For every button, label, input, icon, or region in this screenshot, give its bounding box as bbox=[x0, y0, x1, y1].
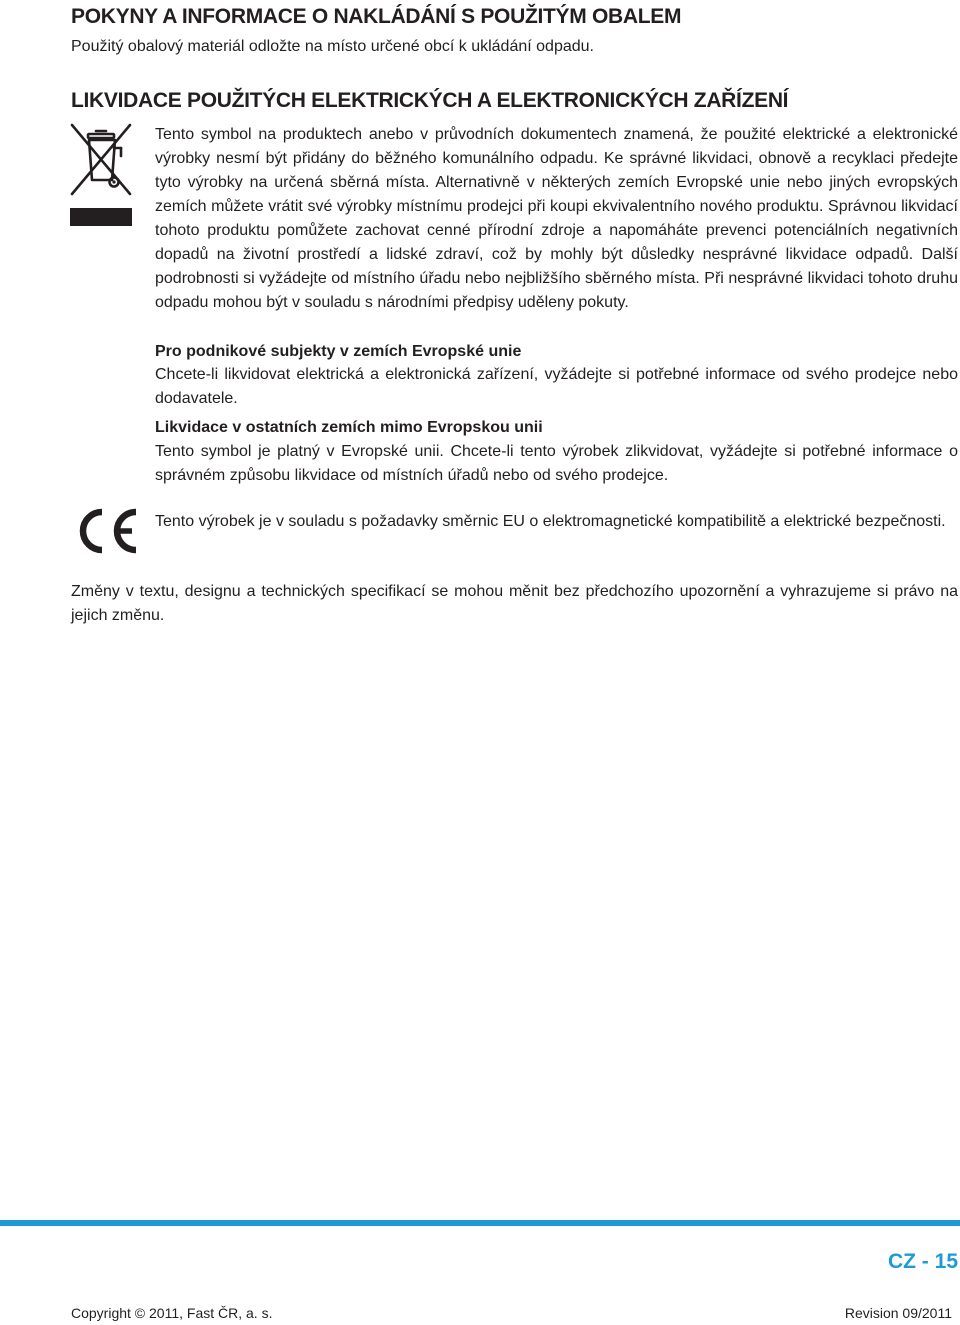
outside-eu-heading: Likvidace v ostatních zemích mimo Evropskou unii bbox=[155, 419, 543, 436]
packaging-heading: POKYNY A INFORMACE O NAKLÁDÁNÍ S POUŽITÝM OBALEM bbox=[71, 5, 682, 28]
packaging-text: Použitý obalový materiál odložte na místo určené obcí k ukládání odpadu. bbox=[71, 38, 594, 55]
disposal-heading: LIKVIDACE POUŽITÝCH ELEKTRICKÝCH A ELEKTRONICKÝCH ZAŘÍZENÍ bbox=[71, 89, 789, 112]
revision-value: 09/2011 bbox=[902, 1305, 952, 1321]
revision-info bbox=[845, 1304, 952, 1322]
disposal-text: Tento symbol na produktech anebo v průvodních dokumentech znamená, že použité elektrické a elektronické výrobky nesmí být přidány do běžného komunálního odpadu. Ke správné likvidaci, obnově a recyklaci předejte tyto výrobky na určená sběrná místa. Alternativně v některých zemích Evropské unie nebo jiných evropských zemích můžete vrátit své výrobky místnímu prodejci při koupi ekvivalentního nového produktu. Správnou likvidací tohoto produktu pomůžete zachovat cenné přírodní zdroje a napomáháte prevenci potenciálních negativních dopadů na životní prostředí a lidské zdraví, což by mohly být důsledky nesprávné likvidace odpadů. Další podrobnosti si vyžádejte od místního úřadu nebo nejbližšího sběrného místa. Při nesprávné likvidaci tohoto druhu odpadu mohou být v souladu s národními předpisy uděleny pokuty. bbox=[155, 126, 958, 311]
ce-text: Tento výrobek je v souladu s požadavky směrnic EU o elektromagnetické kompatibilitě a elektrické bezpečnosti. bbox=[155, 513, 946, 530]
copyright-text: Copyright © 2011, Fast ČR, a. s. bbox=[71, 1305, 273, 1321]
revision-label: Revision bbox=[844, 1305, 899, 1321]
footer-rule bbox=[0, 1220, 960, 1226]
changes-note: Změny v textu, designu a technických specifikací se mohou měnit bez předchozího upozornění a vyhrazujeme si právo na jejich změnu. bbox=[71, 583, 958, 624]
ce-mark-icon bbox=[72, 506, 140, 556]
business-heading: Pro podnikové subjekty v zemích Evropské unie bbox=[155, 343, 522, 360]
page-number: CZ - 15 bbox=[887, 1250, 958, 1273]
business-text: Chcete-li likvidovat elektrická a elektronická zařízení, vyžádejte si potřebné informace od svého prodejce nebo dodavatele. bbox=[155, 366, 958, 407]
outside-eu-text: Tento symbol je platný v Evropské unii. Chcete-li tento výrobek zlikvidovat, vyžádejte si potřebné informace o správném způsobu likvidace od místních úřadů nebo od svého prodejce. bbox=[155, 443, 958, 484]
crossed-out-wheelie-bin-icon bbox=[70, 122, 132, 228]
